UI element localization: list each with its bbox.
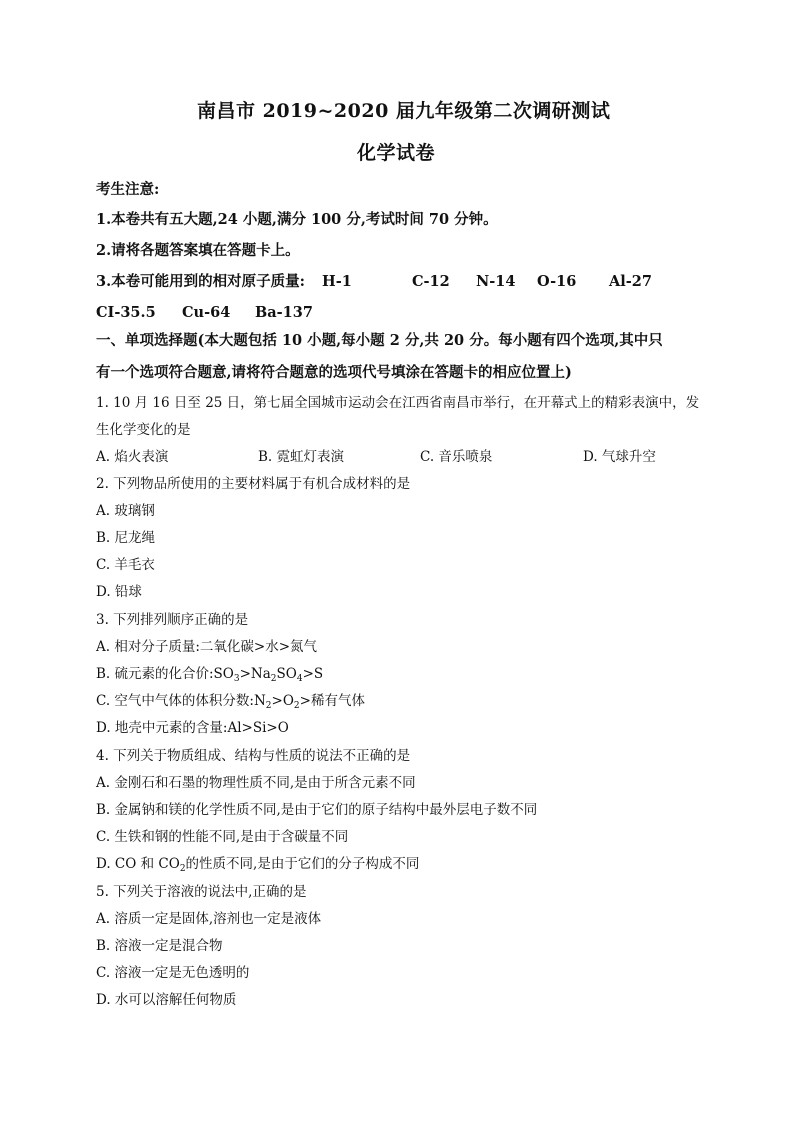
atomic-mass: Ba-137 [255,304,313,321]
text-segment: >稀有气体 [299,693,365,709]
question-5-stem: 5. 下列关于溶液的说法中,正确的是 [96,884,307,900]
subscript: 2 [293,701,300,711]
question-2-option-d: D. 铅球 [96,584,142,600]
question-5-option-d: D. 水可以溶解任何物质 [96,992,237,1008]
question-3-option-b [96,668,323,682]
question-5-option-c: C. 溶液一定是无色透明的 [96,965,250,981]
question-4-stem: 4. 下列关于物质组成、结构与性质的说法不正确的是 [96,748,411,764]
notice-item-2: 2.请将各题答案填在答题卡上。 [96,242,300,259]
atomic-mass: H-1 [322,273,352,290]
subscript: 2 [265,701,272,711]
atomic-mass: Al-27 [609,273,652,290]
question-1-option-a: A. 焰火表演 [96,449,169,465]
question-1-option-d: D. 气球升空 [583,449,656,465]
text-segment: >O [271,693,294,709]
notice-item-3-label: 3.本卷可能用到的相对原子质量: [96,273,305,290]
section-1-instructions-line2: 有一个选项符合题意,请将符合题意的选项代号填涂在答题卡的相应位置上) [96,364,572,381]
question-3-option-a: A. 相对分子质量:二氧化碳>水>氮气 [96,639,318,655]
exam-title: 南昌市 2019~2020 届九年级第二次调研测试 [197,100,611,122]
atomic-mass: O-16 [537,273,577,290]
atomic-mass: CI-35.5 [96,304,156,321]
subscript: 4 [296,674,303,684]
question-1-option-c: C. 音乐喷泉 [420,449,493,465]
question-5-option-b: B. 溶液一定是混合物 [96,938,223,954]
question-3-option-d: D. 地壳中元素的含量:Al>Si>O [96,720,289,736]
atomic-mass: Cu-64 [182,304,231,321]
text-segment: C. 空气中气体的体积分数:N [96,693,266,709]
text-segment: 的性质不同,是由于它们的分子构成不同 [185,856,420,872]
exam-subtitle: 化学试卷 [357,142,436,164]
notice-item-3 [96,275,305,290]
atomic-mass: C-12 [412,273,450,290]
question-1-stem-line2: 生化学变化的是 [96,422,191,438]
question-4-option-c: C. 生铁和钢的性能不同,是由于含碳量不同 [96,829,349,845]
question-1-option-b: B. 霓虹灯表演 [258,449,345,465]
text-segment: >S [302,666,324,682]
question-3-stem: 3. 下列排列顺序正确的是 [96,612,249,628]
question-5-option-a: A. 溶质一定是固体,溶剂也一定是液体 [96,911,322,927]
text-segment: D. CO 和 CO [96,856,180,872]
subscript: 2 [270,674,277,684]
question-2-option-b: B. 尼龙绳 [96,530,156,546]
question-3-option-c [96,695,365,709]
text-segment: B. 硫元素的化合价:SO [96,666,234,682]
section-1-instructions-line1: 一、单项选择题(本大题包括 10 小题,每小题 2 分,共 20 分。每小题有四个选项,其中只 [96,332,663,349]
question-2-option-a: A. 玻璃钢 [96,503,155,519]
text-segment: SO [276,666,297,682]
atomic-mass: N-14 [476,273,516,290]
notice-heading: 考生注意: [96,181,160,198]
subscript: 2 [179,864,186,874]
question-4-option-b: B. 金属钠和镁的化学性质不同,是由于它们的原子结构中最外层电子数不同 [96,802,538,818]
text-segment: >Na [239,666,271,682]
question-2-option-c: C. 羊毛衣 [96,557,155,573]
subscript: 3 [233,674,240,684]
question-2-stem: 2. 下列物品所使用的主要材料属于有机合成材料的是 [96,476,411,492]
question-4-option-d [96,858,419,872]
notice-item-1: 1.本卷共有五大题,24 小题,满分 100 分,考试时间 70 分钟。 [96,211,498,228]
question-4-option-a: A. 金刚石和石墨的物理性质不同,是由于所含元素不同 [96,775,416,791]
question-1-stem-line1: 1. 10 月 16 日至 25 日，第七届全国城市运动会在江西省南昌市举行，在开幕式上的精彩表演中，发 [96,395,700,411]
